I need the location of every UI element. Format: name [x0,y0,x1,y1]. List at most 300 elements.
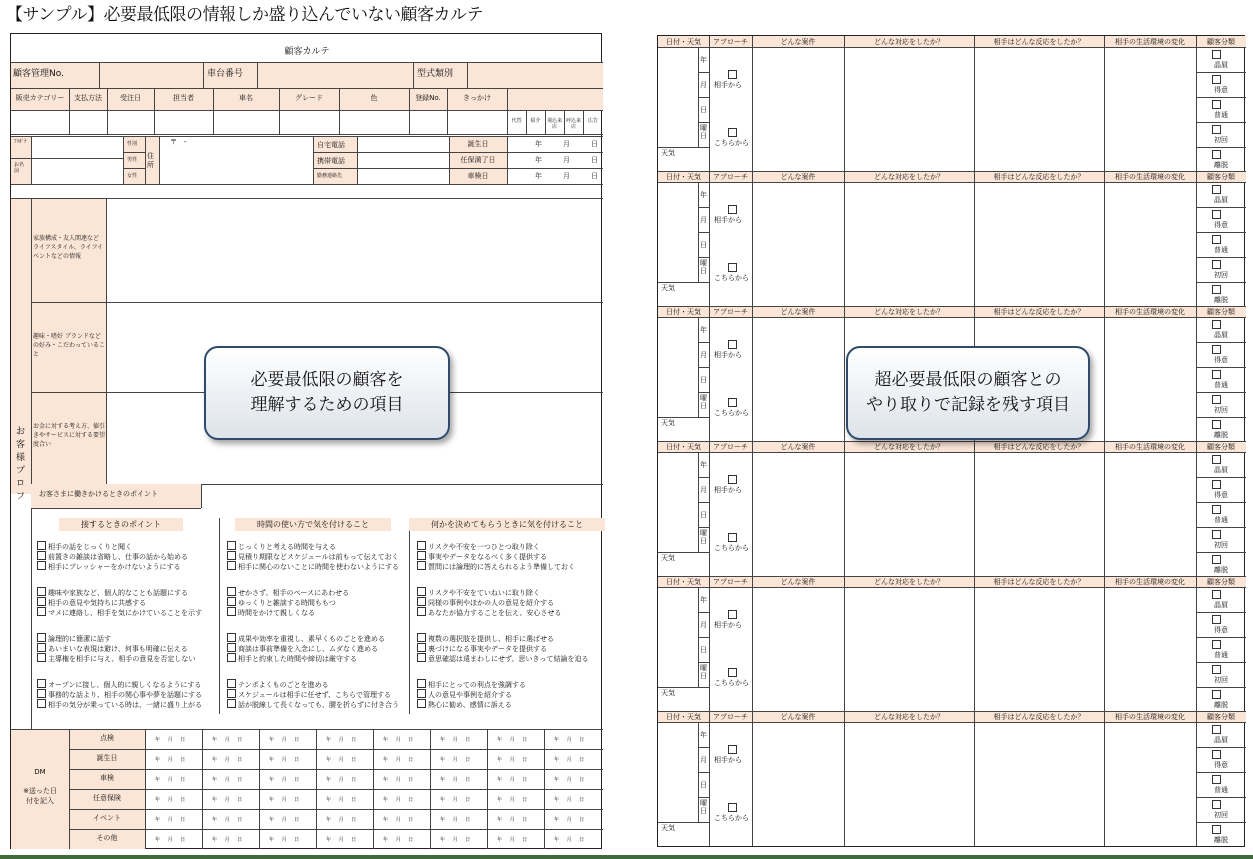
class-label-4-1: 得意 [1214,626,1228,634]
header-4-1: アプローチ [713,578,748,586]
header-4-6: 顧客分類 [1207,578,1235,586]
class-checkbox-0-3[interactable] [1212,125,1221,134]
dm-cell-5-6: 年 月 日 [497,837,531,843]
page-heading: 【サンプル】必要最低限の情報しか盛り込んでいない顧客カルテ [6,5,483,25]
header-1-5: 相手の生活環境の変化 [1115,173,1185,181]
label-date-0: 誕生日 [467,140,489,148]
tip-1-3-2: 話が脱線して長くなっても、腰を折らずに付き合う [227,699,399,710]
tip-2-1-1: 同様の事例やほかの人の意見を紹介する [417,597,554,608]
ymd-weekday-2: 曜日 [700,394,707,410]
grid-line-v [752,711,753,846]
dm-cell-2-5: 年 月 日 [440,777,474,783]
grid-line-v [1196,306,1197,441]
grid-line-h [123,152,145,153]
grid-line-h [698,257,709,258]
label-row2-8: きっかけ [463,94,491,102]
weather-label-0: 天気 [661,149,675,157]
grid-line-v [974,36,975,171]
class-checkbox-2-0[interactable] [1212,320,1221,329]
ymd-day-5: 日 [700,781,707,789]
tip-2-1-0: リスクや不安をていねいに取り除く [417,587,540,598]
dm-label: DM [34,768,46,776]
class-checkbox-0-4[interactable] [1212,150,1221,159]
class-checkbox-4-2[interactable] [1212,640,1221,649]
grid-line-h [1196,612,1246,613]
grid-line-h [658,306,1246,307]
dm-cell-0-6: 年 月 日 [497,737,531,743]
ymd-day-2: 日 [700,376,707,384]
approach-checkbox-1-0[interactable] [728,205,737,214]
grid-line-h [658,452,1246,453]
label-row2-7: 登録No. [415,94,441,102]
header-3-0: 日付・天気 [666,443,701,451]
header-2-5: 相手の生活環境の変化 [1115,308,1185,316]
tip-1-0-0: じっくりと考える時間を与える [227,541,336,552]
date-month-1: 月 [563,156,570,164]
header-5-4: 相手はどんな反応をしたか？ [993,713,1085,721]
ymd-year-1: 年 [700,191,707,199]
grid-line-h [1196,747,1246,748]
tip-0-0-2: 相手にプレッシャーをかけないようにする [37,561,181,572]
class-checkbox-5-4[interactable] [1212,825,1221,834]
kikkake-option-2: 飛込来店 [546,118,562,130]
grid-line-h [11,158,123,159]
class-checkbox-2-1[interactable] [1212,345,1221,354]
ymd-month-3: 月 [700,486,707,494]
grid-line-h [698,392,709,393]
grid-line-h [69,789,603,790]
class-label-1-1: 得意 [1214,221,1228,229]
grid-line-h [698,97,709,98]
grid-line-v [1196,576,1197,711]
tip-0-3-2: 相手の気分が乗っている時は、一緒に盛り上がる [37,699,202,710]
tip-1-2-0: 成果や効率を重視し、素早くものごとを進める [227,633,385,644]
grid-line-v [709,711,710,846]
grid-line-v [123,136,124,184]
grid-line-h [69,769,603,770]
tip-2-3-0: 相手にとっての利点を強調する [417,679,526,690]
grid-line-h [1196,257,1246,258]
tip-2-3-1: 人の意見や事例を紹介する [417,689,512,700]
callout-right [846,346,1090,440]
class-checkbox-0-1[interactable] [1212,75,1221,84]
label-row2-5: グレード [295,94,323,102]
grid-line-h [1196,637,1246,638]
grid-line-v [69,88,70,134]
header-1-6: 顧客分類 [1207,173,1235,181]
dm-cell-0-5: 年 月 日 [440,737,474,743]
class-checkbox-3-0[interactable] [1212,455,1221,464]
class-checkbox-1-2[interactable] [1212,235,1221,244]
tip-1-2-2: 相手と約束した時間や締切は厳守する [227,653,357,664]
class-label-3-3: 初回 [1214,541,1228,549]
grid-line-h [1196,527,1246,528]
header-4-0: 日付・天気 [666,578,701,586]
header-3-3: どんな対応をしたか？ [874,443,944,451]
class-label-4-0: 晶屓 [1214,601,1228,609]
grid-line-v [203,62,204,88]
label-phone-2: 勤務連絡先 [317,173,343,179]
grid-line-v [107,88,108,134]
header-0-5: 相手の生活環境の変化 [1115,38,1185,46]
dm-cell-2-7: 年 月 日 [554,777,588,783]
dm-row-2: 車検 [100,774,114,782]
header-3-4: 相手はどんな反応をしたか？ [993,443,1085,451]
approach-label-5-1: こちらから [714,814,749,822]
dm-row-3: 任意保険 [93,794,121,802]
ymd-day-0: 日 [700,106,707,114]
grid-line-v [99,62,100,88]
tip-2-0-0: リスクや不安を一つひとつ取り除く [417,541,540,552]
grid-line-v [752,36,753,171]
class-label-0-4: 離脱 [1214,161,1228,169]
grid-line-v [709,306,710,441]
ymd-day-4: 日 [700,646,707,654]
dm-cell-5-1: 年 月 日 [212,837,246,843]
dm-cell-5-2: 年 月 日 [269,837,303,843]
ymd-month-0: 月 [700,81,707,89]
grid-line-v [974,171,975,306]
approach-label-3-1: こちらから [714,544,749,552]
header-5-6: 顧客分類 [1207,713,1235,721]
label-date-1: 任保満了日 [460,156,496,164]
dm-cell-4-6: 年 月 日 [497,817,531,823]
approach-checkbox-0-0[interactable] [728,70,737,79]
grid-line-h [698,72,709,73]
header-0-2: どんな案件 [780,38,816,46]
grid-line-v [752,171,753,306]
ymd-year-4: 年 [700,596,707,604]
class-checkbox-5-2[interactable] [1212,775,1221,784]
chart-title: 顧客カルテ [284,47,330,57]
class-label-4-4: 離脱 [1214,701,1228,709]
dm-cell-5-7: 年 月 日 [554,837,588,843]
date-year-1: 年 [535,156,542,164]
header-0-4: 相手はどんな反応をしたか？ [993,38,1085,46]
class-checkbox-2-2[interactable] [1212,370,1221,379]
grid-line-v [449,136,450,184]
date-month-0: 月 [563,140,570,148]
grid-line-v [413,62,414,88]
grid-line-h [1196,72,1246,73]
grid-line-v [1196,441,1197,576]
grid-line-v [257,62,258,88]
dm-cell-0-2: 年 月 日 [269,737,303,743]
label-phone-1: 携帯電話 [317,157,345,165]
label-row2-1: 支払方法 [74,94,102,102]
tip-0-2-2: 主導権を相手に与え、相手の意見を否定しない [37,653,195,664]
grid-line-h [1196,797,1246,798]
tip-1-2-1: 商談は事前準備を入念にし、ムダなく進める [227,643,378,654]
grid-line-h [698,122,709,123]
dm-cell-5-5: 年 月 日 [440,837,474,843]
header-5-0: 日付・天気 [666,713,701,721]
class-checkbox-2-3[interactable] [1212,395,1221,404]
header-4-2: どんな案件 [780,578,816,586]
class-checkbox-3-3[interactable] [1212,530,1221,539]
label-row2-2: 受注日 [120,94,141,102]
dm-row-4: イベント [93,814,121,822]
approach-checkbox-3-0[interactable] [728,475,737,484]
dm-cell-1-5: 年 月 日 [440,757,474,763]
grid-line-v [159,136,160,184]
approach-label-4-0: 相手から [714,621,742,629]
dm-cell-0-4: 年 月 日 [383,737,417,743]
ymd-weekday-0: 曜日 [700,124,707,140]
class-label-3-4: 離脱 [1214,566,1228,574]
ymd-year-0: 年 [700,56,707,64]
header-2-4: 相手はどんな反応をしたか？ [993,308,1085,316]
grid-line-h [658,576,1246,577]
label-date-2: 車検日 [467,172,489,180]
ymd-month-5: 月 [700,756,707,764]
class-label-0-3: 初回 [1214,136,1228,144]
dm-cell-4-3: 年 月 日 [326,817,360,823]
grid-line-h [313,168,603,169]
date-year-0: 年 [535,140,542,148]
grid-line-h [658,417,709,418]
dm-row-0: 点検 [100,734,114,742]
grid-line-v [1104,36,1105,171]
label-row2-6: 色 [370,94,378,102]
header-3-2: どんな案件 [780,443,816,451]
grid-line-h [658,587,1246,588]
grid-line-v [844,171,845,306]
dm-note: ※送った日付を記入 [23,787,57,805]
class-checkbox-1-0[interactable] [1212,185,1221,194]
ymd-month-2: 月 [700,351,707,359]
class-label-4-3: 初回 [1214,676,1228,684]
tip-0-3-1: 事務的な話より、相手の関心事や夢を話題にする [37,689,202,700]
grid-line-h [1196,392,1246,393]
header-4-4: 相手はどんな反応をしたか？ [993,578,1085,586]
grid-line-h [658,317,1246,318]
dm-cell-5-4: 年 月 日 [383,837,417,843]
grid-line-v [974,441,975,576]
class-checkbox-1-4[interactable] [1212,285,1221,294]
header-1-0: 日付・天気 [666,173,701,181]
grid-line-v [844,306,845,441]
grid-line-h [658,171,1246,172]
grid-line-h [11,136,603,137]
class-checkbox-1-1[interactable] [1212,210,1221,219]
callout-left [204,346,450,440]
approach-checkbox-2-1[interactable] [728,398,737,407]
grid-line-v [106,198,107,484]
ymd-year-3: 年 [700,461,707,469]
profile-row-label-1: 趣味・嗜好 ブランドなどの好み・こだわっていること [33,333,105,358]
class-checkbox-0-2[interactable] [1212,100,1221,109]
grid-line-h [658,822,709,823]
class-label-3-1: 得意 [1214,491,1228,499]
header-4-3: どんな対応をしたか？ [874,578,944,586]
class-checkbox-3-1[interactable] [1212,480,1221,489]
class-checkbox-5-0[interactable] [1212,725,1221,734]
class-checkbox-4-0[interactable] [1212,590,1221,599]
grid-line-h [1196,552,1246,553]
grid-line-v [467,62,468,88]
class-checkbox-4-4[interactable] [1212,690,1221,699]
approach-checkbox-4-1[interactable] [728,668,737,677]
grid-line-h [1196,687,1246,688]
grid-line-v [339,88,340,134]
grid-line-h [698,477,709,478]
label-female: 女性 [127,173,138,179]
dm-cell-4-4: 年 月 日 [383,817,417,823]
header-1-3: どんな対応をしたか？ [874,173,944,181]
grid-line-h [11,184,603,185]
grid-line-h [1196,367,1246,368]
grid-line-h [11,729,603,730]
class-checkbox-4-3[interactable] [1212,665,1221,674]
class-label-2-1: 得意 [1214,356,1228,364]
class-label-1-0: 晶屓 [1214,196,1228,204]
header-5-2: どんな案件 [780,713,816,721]
header-3-5: 相手の生活環境の変化 [1115,443,1185,451]
tip-2-3-2: 熱心に勧め、感情に訴える [417,699,512,710]
class-label-2-3: 初回 [1214,406,1228,414]
dm-cell-0-3: 年 月 日 [326,737,360,743]
grid-line-h [1196,122,1246,123]
label-row2-0: 販売カテゴリー [15,94,65,102]
callout-right-line-1: 超必要最低限の顧客との [874,370,1062,390]
header-0-1: アプローチ [713,38,748,46]
grid-line-h [69,809,603,810]
dm-cell-1-1: 年 月 日 [212,757,246,763]
dm-cell-2-6: 年 月 日 [497,777,531,783]
approach-checkbox-1-1[interactable] [728,263,737,272]
class-label-2-2: 普通 [1214,381,1228,389]
approach-checkbox-5-0[interactable] [728,745,737,754]
weather-label-3: 天気 [661,554,675,562]
dm-cell-0-7: 年 月 日 [554,737,588,743]
grid-line-v [507,88,508,134]
dm-cell-3-4: 年 月 日 [383,797,417,803]
grid-line-h [698,342,709,343]
grid-line-v [709,171,710,306]
class-checkbox-0-0[interactable] [1212,50,1221,59]
header-0-6: 顧客分類 [1207,38,1235,46]
header-5-1: アプローチ [713,713,748,721]
header-2-2: どんな案件 [780,308,816,316]
grid-line-v [201,484,202,508]
approach-checkbox-0-1[interactable] [728,128,737,137]
header-2-0: 日付・天気 [666,308,701,316]
header-3-6: 顧客分類 [1207,443,1235,451]
approach-checkbox-3-1[interactable] [728,533,737,542]
grid-line-v [279,88,280,134]
header-4-5: 相手の生活環境の変化 [1115,578,1185,586]
class-label-0-0: 晶屓 [1214,61,1228,69]
approach-checkbox-5-1[interactable] [728,803,737,812]
grid-line-v [752,441,753,576]
grid-line-v [213,88,214,134]
tip-2-0-2: 質問には論理的に答えられるよう準備しておく [417,561,575,572]
callout-left-line-2: 理解するための項目 [250,395,404,415]
tip-0-0-1: 前置きの雑談は省略し、仕事の話から始める [37,551,188,562]
approach-label-1-0: 相手から [714,216,742,224]
approach-checkbox-2-0[interactable] [728,340,737,349]
grid-line-h [1196,147,1246,148]
grid-line-h [11,134,603,135]
class-checkbox-5-3[interactable] [1212,800,1221,809]
grid-line-v [1104,441,1105,576]
grid-line-h [658,47,1246,48]
grid-line-v [709,576,710,711]
dm-cell-5-0: 年 月 日 [155,837,189,843]
header-1-1: アプローチ [713,173,748,181]
header-1-4: 相手はどんな反応をしたか？ [993,173,1085,181]
grid-line-h [1196,477,1246,478]
grid-line-h [1196,342,1246,343]
dm-row-5: その他 [96,834,118,842]
grid-line-h [1196,502,1246,503]
grid-line-v [1104,711,1105,846]
class-label-5-2: 普通 [1214,786,1228,794]
ymd-weekday-5: 曜日 [700,799,707,815]
dm-cell-1-4: 年 月 日 [383,757,417,763]
grid-line-h [1196,772,1246,773]
class-checkbox-2-4[interactable] [1212,420,1221,429]
class-label-5-0: 晶屓 [1214,736,1228,744]
class-checkbox-3-2[interactable] [1212,505,1221,514]
header-2-1: アプローチ [713,308,748,316]
tip-0-2-0: 論理的に簡潔に話す [37,633,111,644]
dm-cell-0-1: 年 月 日 [212,737,246,743]
class-checkbox-4-1[interactable] [1212,615,1221,624]
grid-line-v [1196,711,1197,846]
ymd-day-1: 日 [700,241,707,249]
grid-line-h [1196,97,1246,98]
grid-line-v [844,711,845,846]
grid-line-v [447,88,448,134]
dm-cell-1-0: 年 月 日 [155,757,189,763]
class-label-5-4: 離脱 [1214,836,1228,844]
weather-label-5: 天気 [661,824,675,832]
grid-line-h [658,182,1246,183]
class-checkbox-3-4[interactable] [1212,555,1221,564]
postal-mark: 〒 - [170,138,187,146]
approach-label-0-0: 相手から [714,81,742,89]
dm-cell-1-7: 年 月 日 [554,757,588,763]
class-label-1-3: 初回 [1214,271,1228,279]
grid-line-v [1104,171,1105,306]
grid-line-v [1104,306,1105,441]
grid-line-h [1196,822,1246,823]
grid-line-h [11,198,603,199]
tip-0-1-1: 相手の意見や気持ちに共感する [37,597,146,608]
dm-cell-2-0: 年 月 日 [155,777,189,783]
class-checkbox-1-3[interactable] [1212,260,1221,269]
profile-row-label-0: 家族構成・友人関連などライフスタイル、ライフイベントなどの情報 [33,235,103,260]
class-checkbox-5-1[interactable] [1212,750,1221,759]
header-5-3: どんな対応をしたか？ [874,713,944,721]
class-label-5-1: 得意 [1214,761,1228,769]
grid-line-h [698,527,709,528]
grid-line-h [31,302,603,303]
grid-line-v [409,518,410,714]
approach-checkbox-4-0[interactable] [728,610,737,619]
label-model-class: 型式類別 [417,69,454,79]
approach-label-2-0: 相手から [714,351,742,359]
tip-0-2-1: あいまいな表現は避け、何事も明確に伝える [37,643,188,654]
grid-line-v [507,136,508,184]
class-label-4-2: 普通 [1214,651,1228,659]
approach-label-4-1: こちらから [714,679,749,687]
approach-label-5-0: 相手から [714,756,742,764]
date-year-2: 年 [535,172,542,180]
date-day-1: 日 [591,156,598,164]
